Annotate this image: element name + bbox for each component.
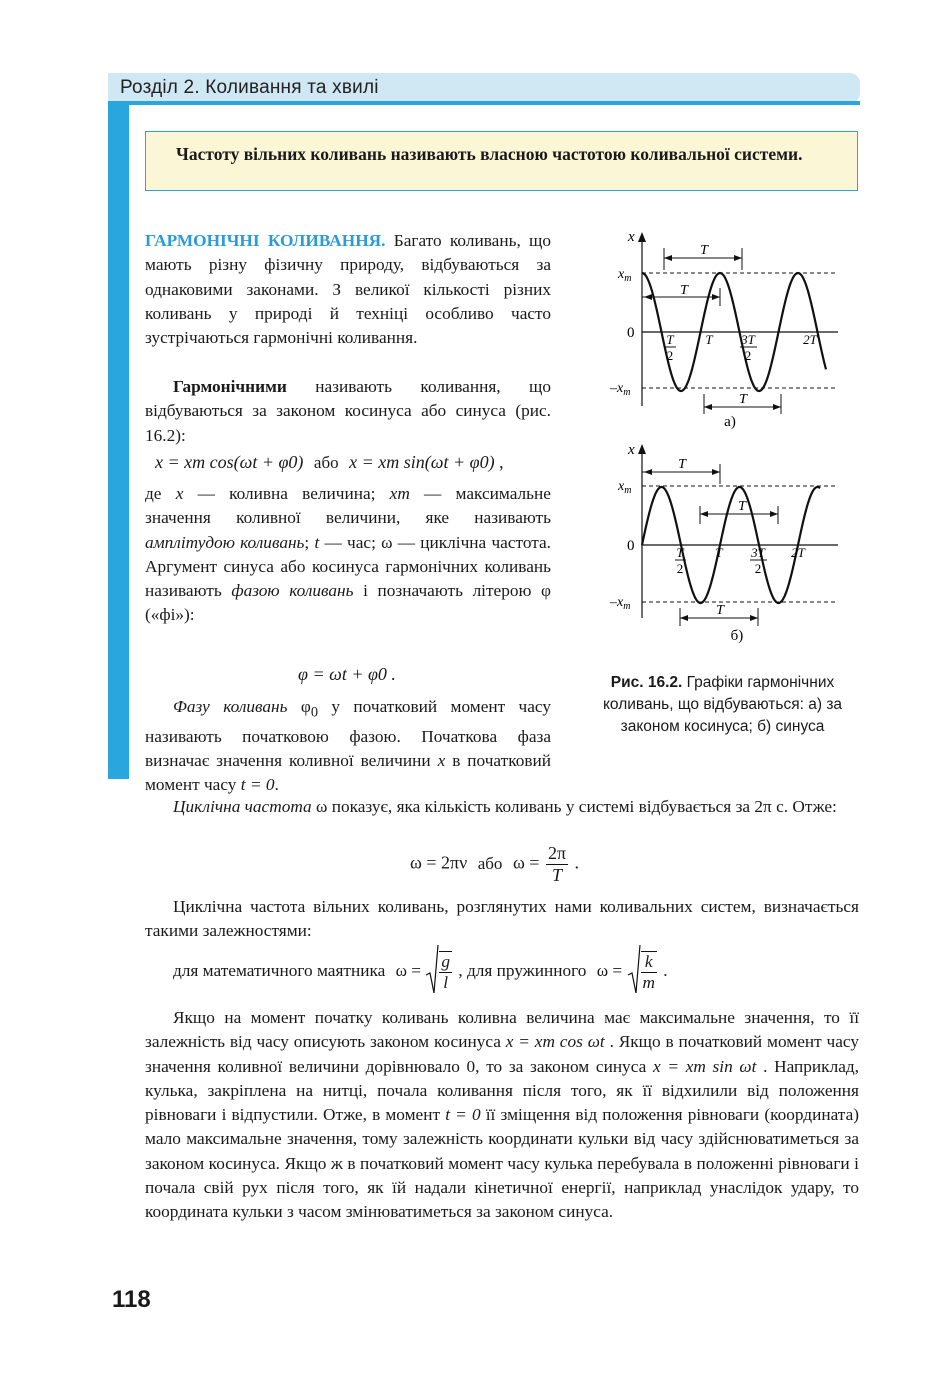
graph-a-label: а): [724, 414, 736, 430]
section-header-title: Розділ 2. Коливання та хвилі: [120, 77, 379, 98]
y-axis-arrow: [638, 232, 646, 242]
period-label-mid: T: [680, 283, 688, 298]
figure-caption: Рис. 16.2. Графіки гармонічних коливань, що відбуваються: а) за законом косинуса; б) синуса: [602, 674, 843, 735]
page-number: 118: [112, 1286, 151, 1313]
paragraph-variables: де x — коливна величина; xm — максимальне значення коливної величини, яке називають амплітудою коливань; t — час; ω — циклічна частота. Аргумент синуса або косинуса гармонічних коливань називають фазою коливань і позначають літерою φ («фі»):: [145, 484, 551, 625]
tick-T2-num: T: [676, 545, 684, 560]
formula-phase: φ = ωt + φ0 .: [298, 664, 396, 684]
tick-2T: 2T: [791, 545, 805, 560]
graph-b-label: б): [730, 628, 744, 644]
tick-T: T: [715, 545, 723, 560]
tick-3T2-num: 3T: [751, 545, 765, 560]
graph-sine: [600, 438, 850, 648]
graph-cosine: [600, 226, 850, 436]
paragraph-examples: Якщо на момент початку коливань коливна величина має максимальне значення, то її залежність від часу описують законом косинуса x = xm cos ωt . Якщо в початковий момент часу значення коливної величини дорівнювало 0, то за законом синуса x = xm sin ωt . Наприклад, кулька, закріплена на нитці, почала коливання після того, як її відхилили від положення рівноваги і відпустили. Отже, в момент t = 0 її зміщення від положення рівноваги (координата) мало максимальне значення, тому залежність координати кульки від часу здійснюватиметься за законом косинуса. Якщо ж в початковий момент часу кулька перебувала в положенні рівноваги і почала свій рух після того, як їй надали кінетичної енергії, наприклад унаслідок удару, то координата кульки з часом змінюватиметься за законом синуса.: [145, 1008, 859, 1222]
label-xm: $x_m$: [618, 479, 632, 496]
formula-harmonic: x = xm cos(ωt + φ0) або x = xm sin(ωt + φ0) ,: [155, 452, 504, 472]
axis-label-x: x: [628, 229, 635, 245]
tick-T2-den: 2: [676, 561, 684, 576]
period-label-mid: T: [738, 499, 746, 514]
paragraph-initial-phase: Фазу коливань $\varphi_0$ у початковий момент часу називають початковою фазою. Початкова фаза визначає значення коливної величини x в початковий момент часу t = 0.: [145, 697, 552, 795]
paragraph-cyclic: Циклічна частота ω показує, яка кількість коливань у системі відбувається за 2π с. Отже:: [173, 797, 837, 816]
tick-3T2-num: 3T: [741, 332, 755, 347]
sqrt-g-over-l: $\frac{g}{l}$: [425, 951, 454, 993]
label-xm: $x_m$: [618, 267, 632, 284]
tick-T2-den: 2: [666, 348, 674, 363]
sqrt-k-over-m: $\frac{k}{m}$: [627, 951, 659, 993]
label-neg-xm: $-x_m$: [610, 381, 631, 398]
paragraph-dependencies: Циклічна частота вільних коливань, розглянутих нами коливальних систем, визначається такими залежностями:: [145, 897, 859, 941]
tick-2T: 2T: [803, 332, 817, 347]
tick-T2-num: T: [666, 332, 674, 347]
axis-label-x: x: [628, 442, 635, 458]
side-accent-bar: [108, 104, 129, 779]
period-label-top: T: [700, 243, 708, 258]
tick-T: T: [705, 332, 713, 347]
radical-sign-2: [627, 945, 641, 997]
radical-sign-1: [425, 945, 439, 997]
formula-omega: ω = 2πν або ω = $\frac{2\pi}{T}$ .: [410, 843, 580, 885]
y-axis-arrow: [638, 444, 646, 454]
paragraph-definition: Гармонічними називають коливання, що відбуваються за законом косинуса або синуса (рис. 16.2):: [145, 377, 552, 445]
label-zero: 0: [627, 325, 635, 341]
definition-box: Частоту вільних коливань називають власною частотою коливальної системи.: [145, 131, 858, 191]
section-heading: ГАРМОНІЧНІ КОЛИВАННЯ.: [145, 231, 386, 250]
header-underline: [108, 101, 860, 105]
formula-pendulums: для математичного маятника ω = $\frac{g}{l}$ , для пружинного ω = $\frac{k}{m}$ .: [173, 951, 668, 993]
paragraph-intro: ГАРМОНІЧНІ КОЛИВАННЯ. Багато коливань, що мають різну фізичну природу, відбуваються за однаковими законами. З великої кількості різних коливань у природі й техніці особливо часто зустрічаються гармонічні коливання.: [145, 231, 551, 348]
period-label-bottom: T: [716, 603, 724, 618]
tick-3T2-den: 2: [754, 561, 762, 576]
tick-3T2-den: 2: [744, 348, 752, 363]
fraction-2pi-over-T: $\frac{2\pi}{T}$: [547, 843, 567, 885]
label-zero: 0: [627, 538, 635, 554]
period-label-top: T: [678, 457, 686, 472]
label-neg-xm: $-x_m$: [610, 595, 631, 612]
period-label-bottom: T: [739, 392, 747, 407]
